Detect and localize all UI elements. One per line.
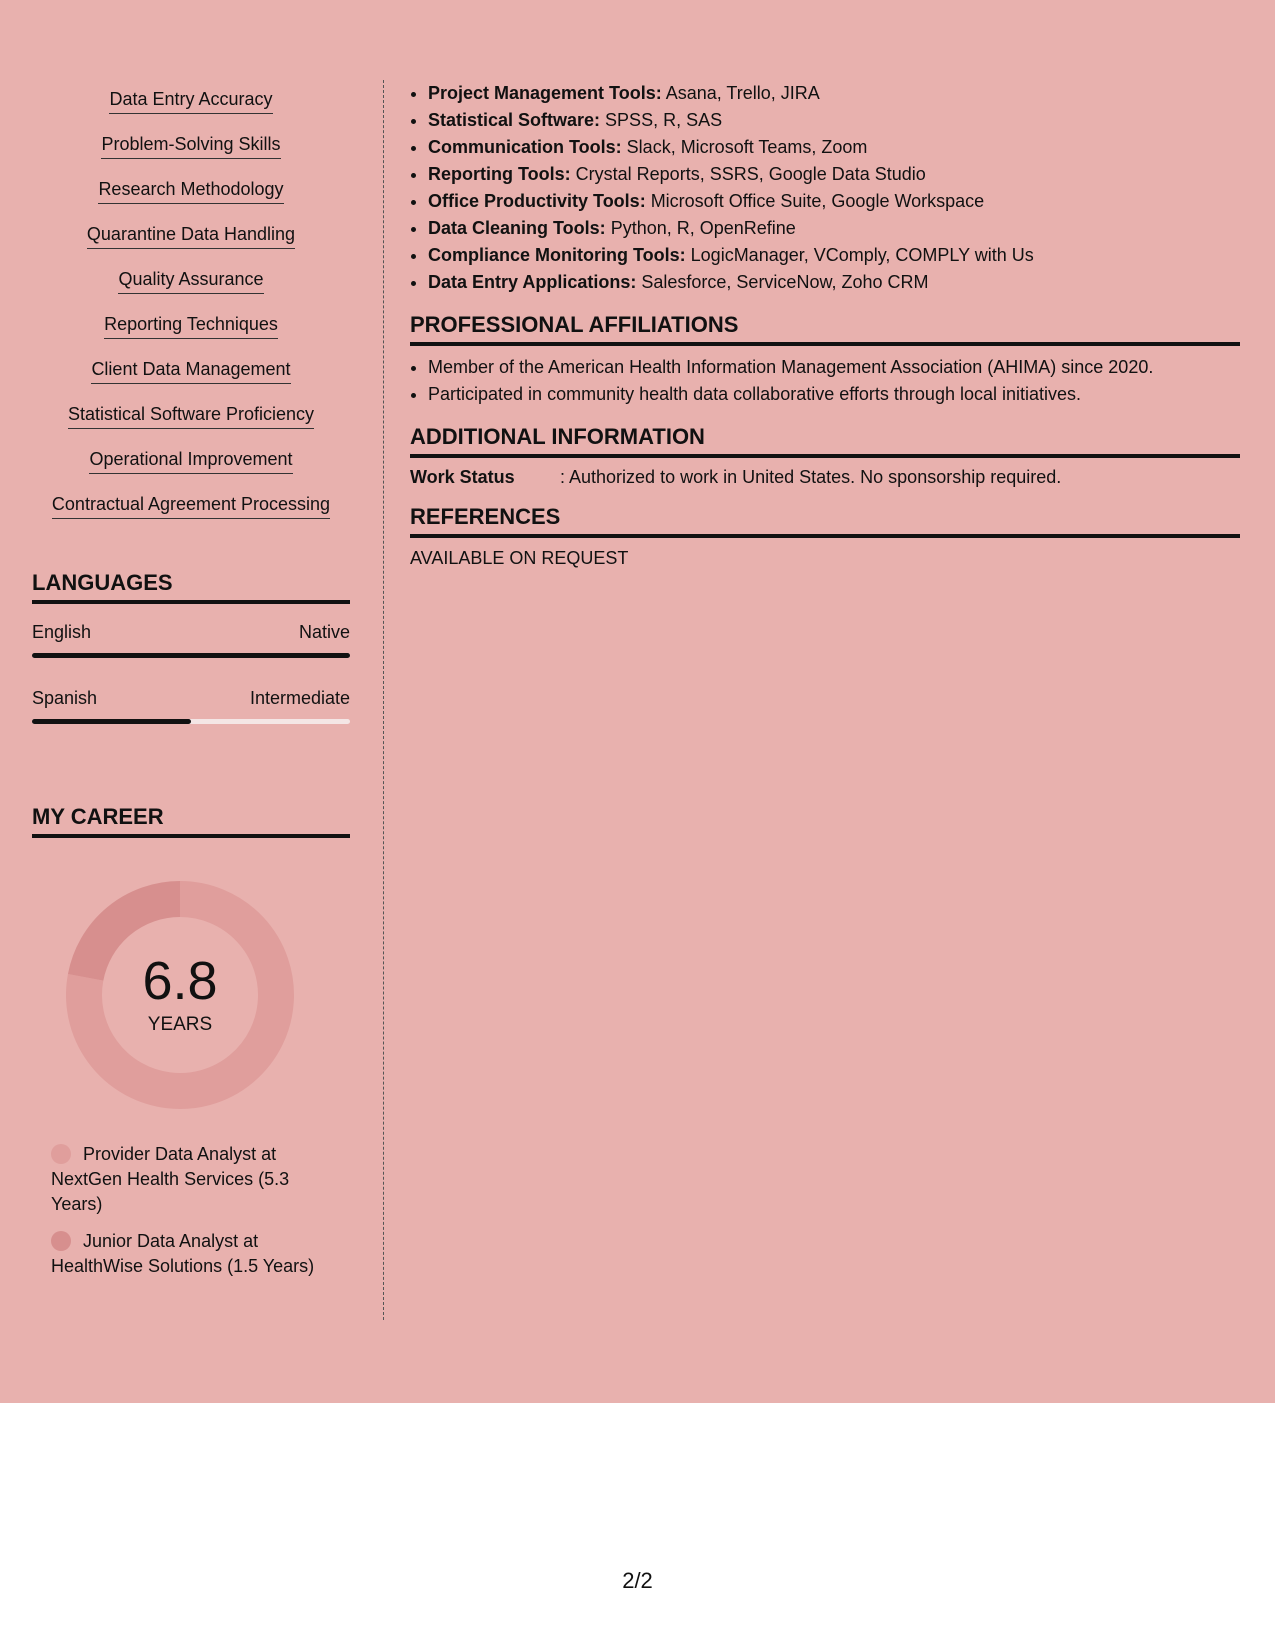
references-text: AVAILABLE ON REQUEST [410,548,629,568]
page-number: 2/2 [622,1568,653,1593]
skill-item [32,440,350,485]
skill-label: Quarantine Data Handling [87,224,295,249]
affiliations-heading: PROFESSIONAL AFFILIATIONS [410,312,1240,346]
main-content [410,80,1240,569]
additional-info-heading: ADDITIONAL INFORMATION [410,424,1240,458]
language-level: Native [298,622,350,642]
skill-item [32,125,350,170]
language-name: English [32,622,92,642]
tool-category: Reporting Tools: [428,164,571,184]
affiliations-section [410,312,1240,408]
tool-category: Office Productivity Tools: [428,191,646,211]
career-heading: MY CAREER [32,804,350,838]
language-bar-fill [32,719,191,724]
column-divider [383,80,384,1320]
career-donut [65,880,295,1110]
tool-item [428,134,1240,161]
tool-item [428,269,1240,296]
career-position-label: Junior Data Analyst at HealthWise Solutions (1.5 Years) [51,1231,315,1276]
skill-item [32,215,350,260]
language-row-english [32,622,350,643]
career-legend [32,1142,341,1279]
tool-values: SPSS, R, SAS [600,110,723,130]
affiliations-list [410,354,1240,408]
legend-dot [51,1231,71,1251]
languages-section [32,570,350,724]
skill-label: Data Entry Accuracy [109,89,272,114]
skill-label: Contractual Agreement Processing [52,494,330,519]
skill-item [32,350,350,395]
language-level: Intermediate [249,688,350,708]
career-section [32,804,350,1279]
references-section [410,504,1240,569]
tool-category: Communication Tools: [428,137,622,157]
work-status-value: : Authorized to work in United States. No sponsorship required. [560,467,1062,487]
skill-item [32,395,350,440]
language-bar-fill [32,653,350,658]
work-status-label: Work Status [410,467,515,487]
career-total-value: 6.8 [142,951,218,1011]
tool-values: Slack, Microsoft Teams, Zoom [621,137,868,157]
tool-category: Statistical Software: [428,110,601,130]
language-bar [32,653,350,658]
tool-category: Data Cleaning Tools: [428,218,606,238]
skill-item [32,170,350,215]
skill-label: Statistical Software Proficiency [68,404,314,429]
tool-item [428,80,1240,107]
tool-item [428,107,1240,134]
tool-values: Salesforce, ServiceNow, Zoho CRM [636,272,929,292]
skill-label: Research Methodology [98,179,283,204]
career-position-label: Provider Data Analyst at NextGen Health Services (5.3 Years) [51,1144,290,1214]
tools-list [410,80,1240,296]
skill-label: Operational Improvement [89,449,292,474]
languages-heading: LANGUAGES [32,570,350,604]
language-bar [32,719,350,724]
tool-category: Compliance Monitoring Tools: [428,245,686,265]
work-status-row [410,467,1240,488]
skill-item [32,485,350,530]
affiliation-item: • Participated in community health data collaborative efforts through local initiatives. [428,381,1240,408]
career-total-unit: YEARS [147,1014,213,1035]
donut-center [65,880,295,1110]
skill-label: Problem-Solving Skills [101,134,280,159]
tool-category: Data Entry Applications: [428,272,637,292]
language-row-spanish [32,688,350,709]
tool-values: Crystal Reports, SSRS, Google Data Studio [570,164,926,184]
tool-category: Project Management Tools: [428,83,662,103]
tool-values: Python, R, OpenRefine [605,218,796,238]
tool-item [428,215,1240,242]
tool-values: Microsoft Office Suite, Google Workspace [645,191,985,211]
skills-list [32,80,350,530]
tool-item [428,188,1240,215]
skill-item [32,80,350,125]
tool-values: LogicManager, VComply, COMPLY with Us [685,245,1034,265]
sidebar [32,80,350,1291]
career-legend-item [51,1142,341,1217]
skill-label: Client Data Management [91,359,290,384]
skill-label: Quality Assurance [118,269,263,294]
tool-item [428,242,1240,269]
additional-info-section [410,424,1240,488]
references-heading: REFERENCES [410,504,1240,538]
skill-item [32,305,350,350]
tool-item [428,161,1240,188]
skill-label: Reporting Techniques [104,314,278,339]
career-legend-item [51,1229,341,1279]
tool-values: Asana, Trello, JIRA [661,83,820,103]
affiliation-item: • Member of the American Health Information Management Association (AHIMA) since 2020. [428,354,1240,381]
language-name: Spanish [32,688,98,708]
legend-dot [51,1144,71,1164]
skill-item [32,260,350,305]
